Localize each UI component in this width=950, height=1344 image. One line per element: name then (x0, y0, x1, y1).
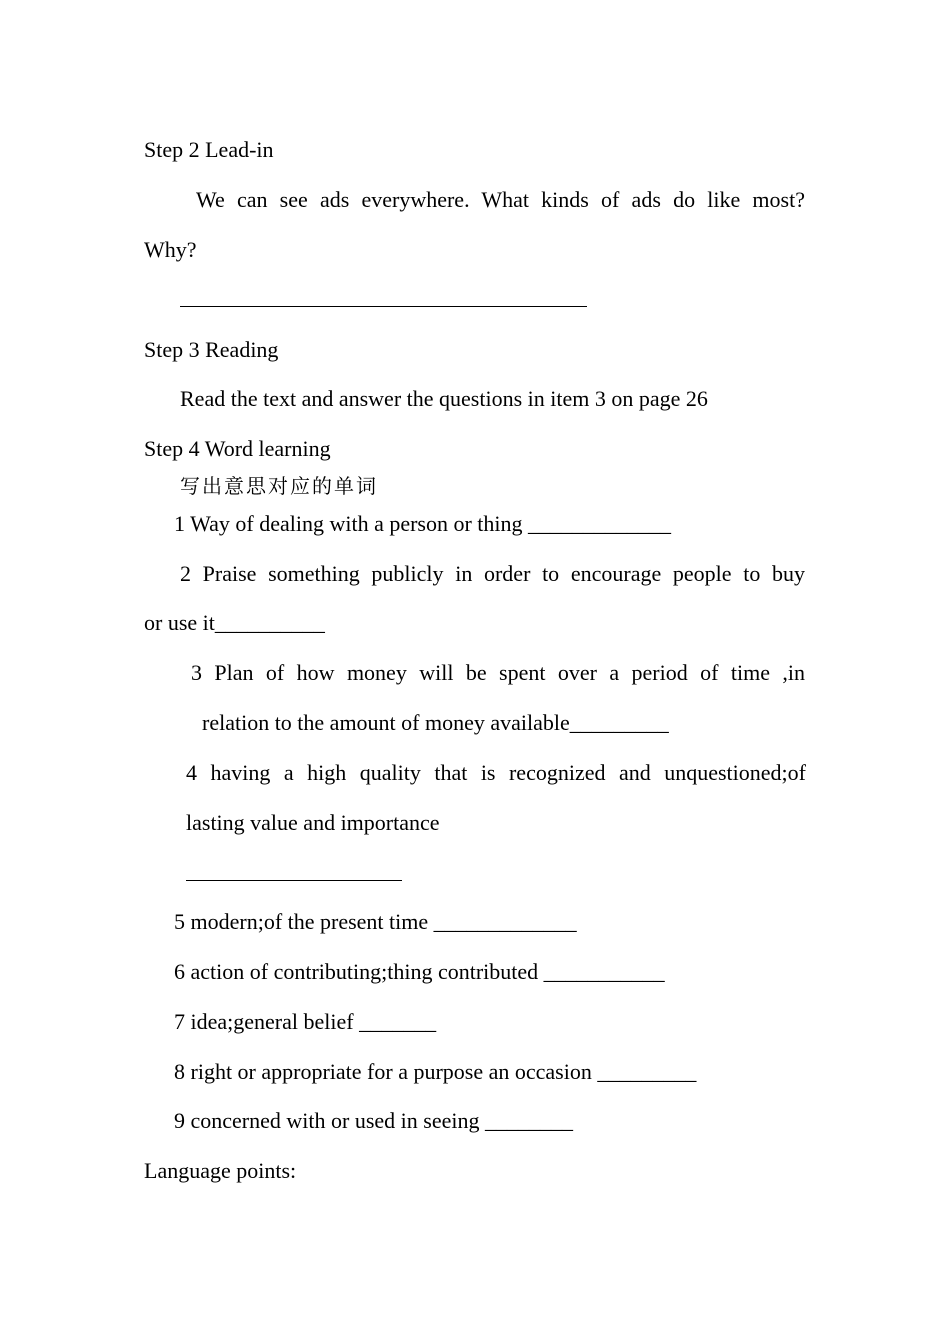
answer-blank-line[interactable] (180, 306, 587, 307)
word-item-4-line2: lasting value and importance (186, 810, 440, 835)
step2-heading: Step 2 Lead-in (144, 137, 274, 162)
step2-question-line1: We can see ads everywhere. What kinds of ads do like most? (196, 187, 805, 212)
word-item-3-line2: relation to the amount of money available_________ (202, 710, 669, 735)
step4-heading: Step 4 Word learning (144, 436, 331, 461)
step4-instruction: 写出意思对应的单词 (180, 474, 378, 498)
word-item-3-line1: 3 Plan of how money will be spent over a period of time ,in (191, 660, 805, 685)
word-item-4-line1: 4 having a high quality that is recognized and unquestioned;of (186, 760, 806, 785)
step3-heading: Step 3 Reading (144, 337, 279, 362)
step3-instruction: Read the text and answer the questions in item 3 on page 26 (180, 386, 708, 411)
word-item-6: 6 action of contributing;thing contributed ___________ (174, 959, 665, 984)
word-item-7: 7 idea;general belief _______ (174, 1009, 437, 1034)
word-item-4-blank[interactable] (186, 880, 402, 881)
word-item-2-line1: 2 Praise something publicly in order to encourage people to buy (180, 561, 805, 586)
word-item-2-line2: or use it__________ (144, 610, 325, 635)
step2-question-line2: Why? (144, 237, 197, 262)
language-points-heading: Language points: (144, 1158, 297, 1183)
word-item-9: 9 concerned with or used in seeing ________ (174, 1108, 573, 1133)
word-item-8: 8 right or appropriate for a purpose an occasion _________ (174, 1059, 697, 1084)
word-item-1: 1 Way of dealing with a person or thing _____________ (174, 511, 672, 536)
word-item-5: 5 modern;of the present time _____________ (174, 909, 577, 934)
